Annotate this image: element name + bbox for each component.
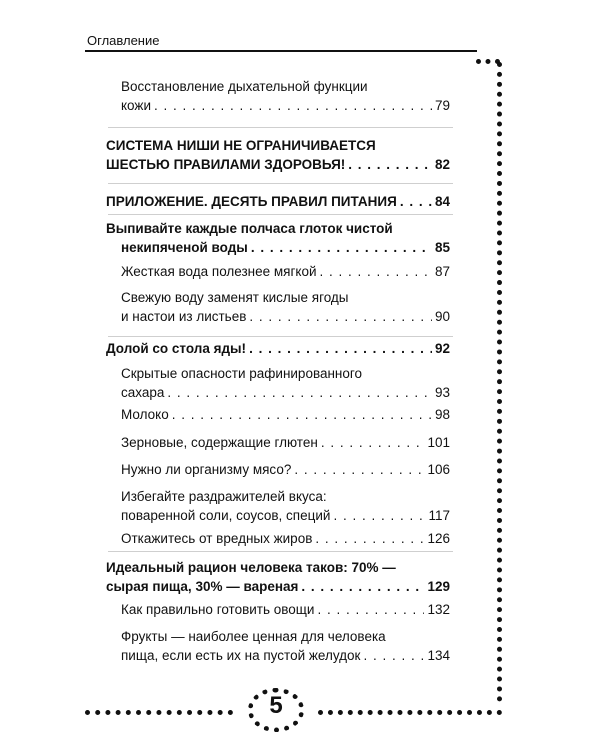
- toc-entry-title: Откажитесь от вредных жиров: [121, 531, 313, 546]
- toc-entry-title: сахара: [121, 385, 165, 400]
- header-title: Оглавление: [87, 33, 160, 48]
- toc-entry-title: некипяченой воды: [121, 240, 248, 255]
- toc-separator: [108, 336, 453, 337]
- toc-entry[interactable]: [121, 460, 450, 479]
- toc-entry-title: кожи: [121, 98, 151, 113]
- header-rule: [85, 50, 477, 52]
- toc-entry[interactable]: [121, 405, 450, 424]
- dot-leader: [251, 238, 432, 257]
- toc-entry[interactable]: [106, 339, 450, 358]
- toc-entry-page: 134: [427, 648, 450, 663]
- dot-leader: [167, 383, 432, 402]
- toc-entry-title: СИСТЕМА НИШИ НЕ ОГРАНИЧИВАЕТСЯ: [106, 138, 376, 153]
- toc-entry-page: 101: [427, 435, 450, 450]
- toc-entry[interactable]: [121, 77, 450, 115]
- dot-leader: [315, 529, 424, 548]
- toc-entry-title: Как правильно готовить овощи: [121, 602, 315, 617]
- toc-entry-page: 98: [434, 407, 450, 422]
- toc-entry-title: Зерновые, содержащие глютен: [121, 435, 318, 450]
- toc-entry[interactable]: [106, 136, 450, 174]
- toc-entry-title: Выпивайте каждые полчаса глоток чистой: [106, 221, 393, 236]
- toc-entry-page: 106: [427, 462, 450, 477]
- toc-entry-title: пища, если есть их на пустой желудок: [121, 648, 361, 663]
- dot-leader: [320, 262, 432, 281]
- toc-entry-title: и настои из листьев: [121, 309, 247, 324]
- toc-entry-title: Скрытые опасности рафинированного: [121, 366, 363, 381]
- dot-leader: [317, 600, 424, 619]
- toc-entry-title: Свежую воду заменят кислые ягоды: [121, 290, 349, 305]
- toc-entry-page: 126: [427, 531, 450, 546]
- dot-leader: [294, 460, 424, 479]
- toc-entry-page: 92: [434, 341, 450, 356]
- toc-separator: [108, 214, 453, 215]
- toc-entry-title: сырая пища, 30% — вареная: [106, 579, 299, 594]
- toc-entry-title: ПРИЛОЖЕНИЕ. ДЕСЯТЬ ПРАВИЛ ПИТАНИЯ: [106, 194, 397, 209]
- toc-entry-title: Избегайте раздражителей вкуса:: [121, 489, 327, 504]
- frame-dots-bottom-left: [85, 710, 233, 715]
- toc-entry-page: 79: [434, 98, 450, 113]
- toc-entry-page: 132: [427, 602, 450, 617]
- dot-leader: [363, 646, 424, 665]
- dot-leader: [154, 96, 432, 115]
- frame-dots-bottom-right: [318, 710, 502, 715]
- toc-entry-page: 84: [434, 194, 450, 209]
- toc-separator: [108, 127, 453, 128]
- dot-leader: [172, 405, 432, 424]
- toc-entry-title: Жесткая вода полезнее мягкой: [121, 264, 317, 279]
- toc-entry[interactable]: [121, 288, 450, 326]
- toc-entry[interactable]: [121, 627, 450, 665]
- toc-separator: [108, 183, 453, 184]
- toc-entry[interactable]: [106, 192, 450, 211]
- dot-leader: [400, 192, 432, 211]
- toc-entry[interactable]: [121, 487, 450, 525]
- toc-entry-page: 90: [434, 309, 450, 324]
- toc-entry-title: Фрукты — наиболее ценная для человека: [121, 629, 386, 644]
- frame-dots-right: [497, 62, 502, 702]
- toc-entry[interactable]: [121, 529, 450, 548]
- dot-leader: [249, 339, 432, 358]
- page-number: 5: [269, 692, 283, 719]
- dot-leader: [301, 577, 424, 596]
- dot-leader: [321, 433, 425, 452]
- toc-entry-page: 129: [427, 579, 450, 594]
- dot-leader: [249, 307, 432, 326]
- toc-entry-title: Молоко: [121, 407, 169, 422]
- toc-separator: [108, 551, 453, 552]
- toc-entry-title: Восстановление дыхательной функции: [121, 79, 368, 94]
- toc-entry-title: Идеальный рацион человека таков: 70% —: [106, 560, 396, 575]
- toc-entry[interactable]: [106, 219, 450, 257]
- toc-entry[interactable]: [121, 262, 450, 281]
- toc-entry[interactable]: [121, 433, 450, 452]
- toc-entry-title: ШЕСТЬЮ ПРАВИЛАМИ ЗДОРОВЬЯ!: [106, 157, 346, 172]
- toc-entry[interactable]: [121, 364, 450, 402]
- toc-entry[interactable]: [106, 558, 450, 596]
- toc-entry-title: Долой со стола яды!: [106, 341, 247, 356]
- toc-entry-page: 87: [434, 264, 450, 279]
- toc-entry-title: Нужно ли организму мясо?: [121, 462, 292, 477]
- toc-entry-title: поваренной соли, соусов, специй: [121, 508, 331, 523]
- toc-entry-page: 82: [434, 157, 450, 172]
- toc-entry-page: 93: [434, 385, 450, 400]
- toc-entry-page: 85: [434, 240, 450, 255]
- toc-entry-page: 117: [428, 508, 450, 523]
- dot-leader: [333, 506, 425, 525]
- dot-leader: [348, 155, 432, 174]
- toc-entry[interactable]: [121, 600, 450, 619]
